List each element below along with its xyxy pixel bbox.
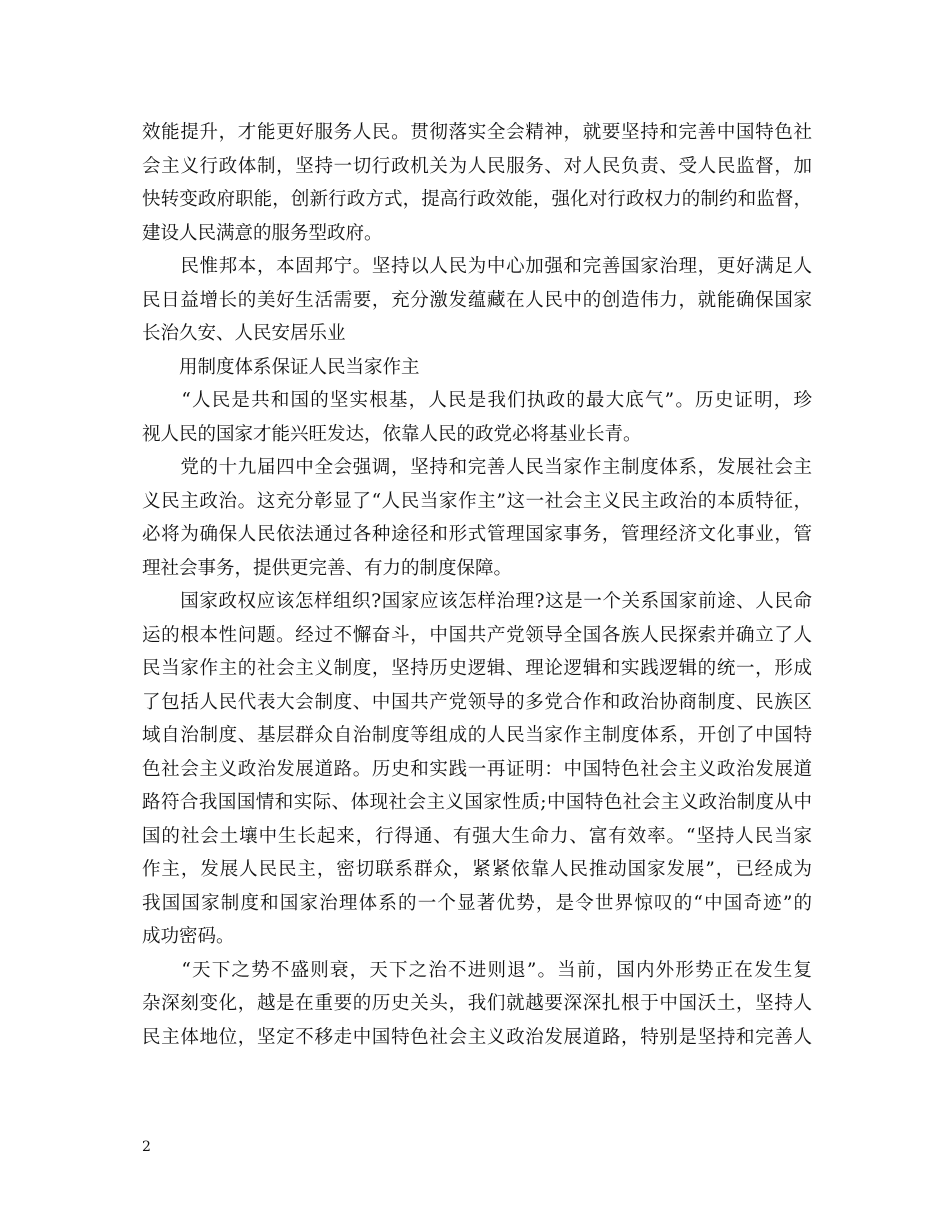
text-line: “天下之势不盛则衰，天下之治不进则退”。当前，国内外形势正在发生复 <box>142 959 812 981</box>
text-line: 效能提升，才能更好服务人民。贯彻落实全会精神，就要坚持和完善中国特色社 <box>142 122 812 143</box>
text-line: 成功密码。 <box>142 926 235 947</box>
paragraph <box>142 451 812 585</box>
text-line: 义民主政治。这充分彰显了“人民当家作主”这一社会主义民主政治的本质特征， <box>142 490 812 512</box>
section-heading <box>142 351 812 385</box>
text-line: 域自治制度、基层群众自治制度等组成的人民当家作主制度体系，开创了中国特 <box>142 725 812 746</box>
text-line: 必将为确保人民依法通过各种途径和形式管理国家事务，管理经济文化事业，管 <box>142 524 812 545</box>
page-number: 2 <box>142 1139 151 1155</box>
text-line: 用制度体系保证人民当家作主 <box>142 356 420 378</box>
text-line: “人民是共和国的坚实根基，人民是我们执政的最大底气”。历史证明，珍 <box>142 390 812 411</box>
text-line: 我国国家制度和国家治理体系的一个显著优势，是令世界惊叹的“中国奇迹”的 <box>142 892 812 914</box>
text-line: 建设人民满意的服务型政府。 <box>142 222 383 244</box>
text-line: 快转变政府职能，创新行政方式，提高行政效能，强化对行政权力的制约和监督， <box>142 189 812 210</box>
paragraph <box>142 116 812 250</box>
paragraph <box>142 954 812 1055</box>
text-line: 路符合我国国情和实际、体现社会主义国家性质;中国特色社会主义政治制度从中 <box>142 792 812 813</box>
text-line: 国家政权应该怎样组织?国家应该怎样治理?这是一个关系国家前途、人民命 <box>142 591 812 612</box>
text-line: 理社会事务，提供更完善、有力的制度保障。 <box>142 557 513 579</box>
text-line: 杂深刻变化，越是在重要的历史关头，我们就越要深深扎根于中国沃土，坚持人 <box>142 993 812 1014</box>
text-line: 党的十九届四中全会强调，坚持和完善人民当家作主制度体系，发展社会主 <box>142 457 812 478</box>
text-line: 民惟邦本，本固邦宁。坚持以人民为中心加强和完善国家治理，更好满足人 <box>142 256 812 277</box>
text-line: 长治久安、人民安居乐业 <box>142 323 346 344</box>
text-line: 运的根本性问题。经过不懈奋斗，中国共产党领导全国各族人民探索并确立了人 <box>142 624 812 646</box>
paragraph <box>142 384 812 451</box>
paragraph <box>142 250 812 351</box>
text-line: 民当家作主的社会主义制度，坚持历史逻辑、理论逻辑和实践逻辑的统一，形成 <box>142 658 812 679</box>
text-line: 视人民的国家才能兴旺发达，依靠人民的政党必将基业长青。 <box>142 423 642 445</box>
paragraph <box>142 585 812 954</box>
body-text <box>142 116 812 1054</box>
text-line: 民主体地位，坚定不移走中国特色社会主义政治发展道路，特别是坚持和完善人 <box>142 1026 812 1048</box>
text-line: 了包括人民代表大会制度、中国共产党领导的多党合作和政治协商制度、民族区 <box>142 691 812 713</box>
text-line: 作主，发展人民民主，密切联系群众，紧紧依靠人民推动国家发展”，已经成为 <box>142 859 812 880</box>
text-line: 国的社会土壤中生长起来，行得通、有强大生命力、富有效率。“坚持人民当家 <box>142 825 812 847</box>
text-line: 会主义行政体制，坚持一切行政机关为人民服务、对人民负责、受人民监督，加 <box>142 155 812 177</box>
text-line: 色社会主义政治发展道路。历史和实践一再证明：中国特色社会主义政治发展道 <box>142 758 812 780</box>
text-line: 民日益增长的美好生活需要，充分激发蕴藏在人民中的创造伟力，就能确保国家 <box>142 289 812 311</box>
